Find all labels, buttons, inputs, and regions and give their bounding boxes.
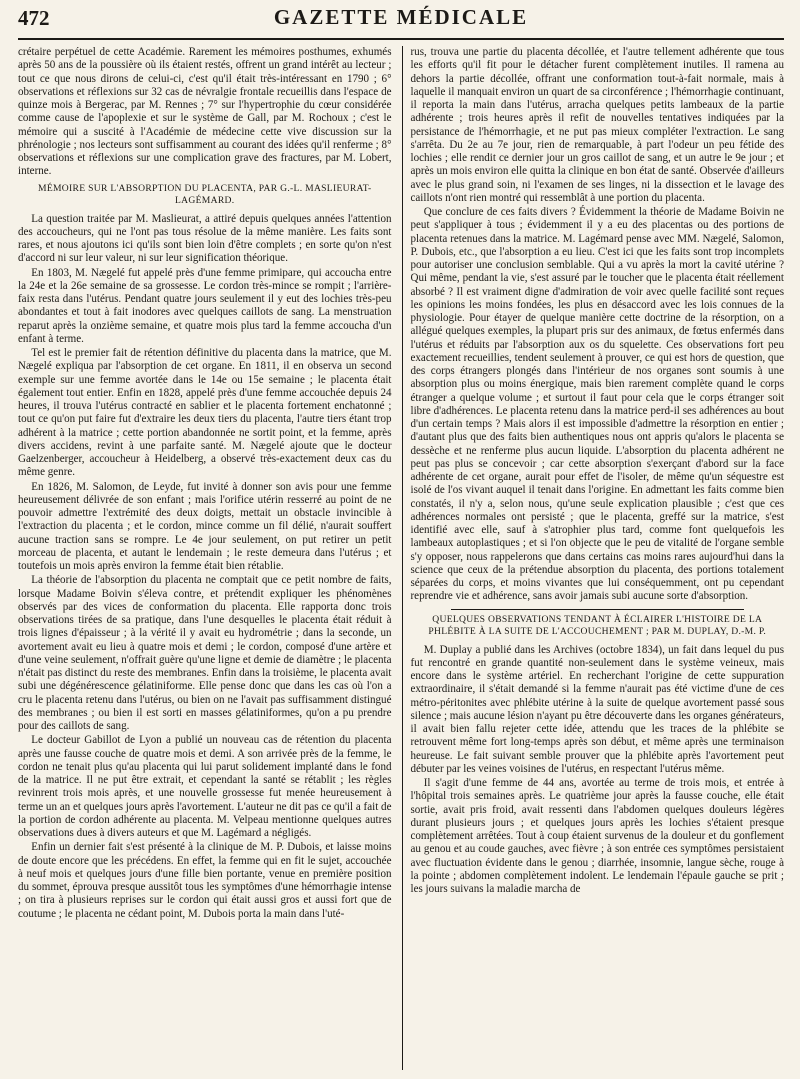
text-columns	[18, 46, 784, 1070]
paragraph: En 1803, M. Nægelé fut appelé près d'une femme primipare, qui accoucha entre la 24e et la 26e semaine de sa grossesse. Le cordon très-mince se rompit ; l'arrière-faix resta dans l'utérus. Pendant quatre jours seulement il y eut des lochies très-peu abondantes et tout à fait inodores avec quelques caillots de sang. La menstruation reparut après la onzième semaine, et quatre mois plus tard la femme accoucha d'un enfant à terme.	[18, 266, 392, 345]
page-header	[18, 0, 784, 40]
paragraph: M. Duplay a publié dans les Archives (octobre 1834), un fait dans lequel du pus fut rencontré en grande quantité non-seulement dans le système veineux, mais encore dans le système artériel. En recherchant l'origine de cette suppuration extraordinaire, il s'était demandé si la femme n'aurait pas été victime d'une de ces métro-péritonites avec phlébite utérine à la suite de quelque avortement passé sous silence ; mais aucune lésion n'ayant pu être découverte dans les organes générateurs, il avait bien fallu rejeter cette idée, attendu que les traces de la phlébite se retrouvent même fort long-temps après son début, et même après une terminaison heureuse. Le fait suivant semble prouver que la phlébite après l'avortement peut débuter par les veines voisines de l'utérus, en respectant l'utérus même.	[410, 643, 784, 775]
page-number: 472	[18, 6, 50, 30]
paragraph: rus, trouva une partie du placenta décollée, et l'autre tellement adhérente que tous les efforts qu'il fit pour le détacher furent complètement inutiles. Il ramena au dehors la partie décollée, offrant une conformation tout-à-fait normale, mais à laquelle il manquait environ un quart de sa circonférence ; l'hémorrhagie continuant, il reporta la main dans l'utérus, arracha quelques petits lambeaux de la partie adhérente ; trois heures après il refit de nouvelles tentatives indiquées par la persistance de l'hémorrhagie, et ne put pas mieux compléter l'extraction. Le sang s'arrêta. Du 2e au 7e jour, rien de remarquable, à part l'odeur un peu fétide des lochies ; elle rendit ce dernier jour un gros caillot de sang, et un autre le 9e jour ; et après un mois environ elle quitta la clinique en bon état de santé. Observée d'ailleurs avec le plus grand soin, ni l'examen de ses linges, ni la dissection et le lavage des caillots n'ont rien montré qui ressemblât à une portion du placenta.	[410, 46, 784, 204]
paragraph: crétaire perpétuel de cette Académie. Rarement les mémoires posthumes, exhumés après 50 ans de la poussière où ils étaient restés, offrent un grand intérêt au lecteur ; tout ce que nous dirons de celui-ci, c'est qu'il était très-intéressant en 1790 ; 6° observations et réflexions sur 32 cas de névralgie frontale recueillis dans l'espace de quinze mois à Bergerac, par M. Rennes ; 7° sur l'hypertrophie du cœur considérée comme cause de l'apoplexie et sur le système de Gall, par M. Rochoux ; c'est le mémoire qui a suscité à l'Académie de médecine cette vive discussion sur la phrénologie ; nos lecteurs sont suffisamment au courant des idées qu'il renferme ; 8° observations et réflexions sur une complication grave des fractures, par M. Lobert, interne.	[18, 46, 392, 178]
paragraph: La question traitée par M. Maslieurat, a attiré depuis quelques années l'attention des accoucheurs, qui ne l'ont pas tous résolue de la même manière. Les faits sont rares, et nous ajoutons ici qu'ils sont bien loin d'être complets ; en sorte qu'on n'est d'accord ni sur leur valeur, ni sur leur signification théorique.	[18, 212, 392, 265]
paragraph: Enfin un dernier fait s'est présenté à la clinique de M. P. Dubois, et laisse moins de doute encore que les précédens. En effet, la femme qui en fit le sujet, accouchée à neuf mois et quelques jours d'une fille bien portante, venue en première position du sommet, éprouva presque aussitôt tous les symptômes d'une hémorrhagie intense ; on tira à plusieurs reprises sur le cordon qui était aussi gros et aussi fort que de coutume ; le placenta ne cédant point, M. Dubois porta la main dans l'uté-	[18, 841, 392, 920]
paragraph: La théorie de l'absorption du placenta ne comptait que ce petit nombre de faits, lorsque Madame Boivin s'éleva contre, et prétendit expliquer les phénomènes observés par des vices de conformation du placenta. Elle rapporta donc trois observations tirées de sa pratique, dans l'une desquelles le placenta était réduit à trois lignes d'épaisseur ; à la vérité il y avait eu hydrométrie ; dans la seconde, un avortement avait eu lieu à quatre mois et demi ; le cordon, composé d'une artère et d'une veine seulement, n'offrait guère qu'une ligne et demie de diamètre ; le placenta n'était pas distinct du reste des membranes. Enfin dans la troisième, le placenta avait subi une dégénérescence gélatiniforme. Elle pense donc que dans les cas où l'on a cru le placenta retenu dans l'utérus, ou bien on ne l'avait pas suffisamment distingué des membranes ; ou bien il est sorti en masses gélatiniformes, qu'on a pu prendre pour des caillots de sang.	[18, 574, 392, 732]
paragraph: En 1826, M. Salomon, de Leyde, fut invité à donner son avis pour une femme heureusement délivrée de son enfant ; mais l'orifice utérin resserré au point de ne pouvoir admettre l'extrémité des deux doigts, mettait un obstacle invincible à l'extraction du placenta ; et le cordon, mince comme un fil délié, n'aurait souffert aucune traction sans se rompre. Le 4e jour seulement, on put retirer un petit morceau de placenta, et autant le lendemain ; le reste demeura dans l'utérus ; et toutefois un mois après environ la femme était bien rétablie.	[18, 480, 392, 572]
paragraph: Le docteur Gabillot de Lyon a publié un nouveau cas de rétention du placenta après une fausse couche de quatre mois et demi. A son arrivée près de la femme, le cordon ne tenait plus qu'au placenta qui lui parut solidement implanté dans le fond de la matrice. Il ne put être extrait, et cependant la santé se rétablit ; les règles revinrent trois mois après, et une nouvelle grossesse fut menée heureusement à terme un an et quelques jours après l'avortement. L'auteur ne dit pas ce qu'il a fait de la portion de cordon adhérente au placenta. M. Velpeau mentionne quelques autres observations dues à divers auteurs et que M. Lagémard a négligés.	[18, 734, 392, 839]
journal-title: GAZETTE MÉDICALE	[273, 5, 529, 29]
left-column	[18, 46, 392, 1070]
right-column	[402, 46, 785, 1070]
paragraph: Il s'agit d'une femme de 44 ans, avortée au terme de trois mois, et entrée à l'hôpital trois semaines après. Le quatrième jour après la fausse couche, elle était sortie, avait pris froid, avait ressenti dans l'abdomen quelques douleurs légères durant plusieurs jours ; et quelques jours après les lochies s'étaient presque complètement arrêtées. Tout à coup étaient survenus de la douleur et du gonflement au genou et au coude gauches, avec fièvre ; à son entrée ces symptômes persistaient avec fluctuation évidente dans le genou ; diarrhée, insomnie, langue sèche, rouge à la pointe ; abdomen complètement indolent. Le lendemain l'épaule gauche se prit ; les jours suivans la maladie marcha de	[410, 777, 784, 895]
paragraph: Que conclure de ces faits divers ? Évidemment la théorie de Madame Boivin ne peut s'appliquer à tous ; évidemment il y a eu des placentas ou des portions de placenta retenues dans la matrice. M. Lagémard pense avec MM. Nægelé, Salomon, P. Dubois, etc., que l'absorption a eu lieu. C'est ici que les faits sont trop incomplets pour autoriser une conclusion semblable. Qui a vu après la mort la cavité utérine ? Qui même, pendant la vie, s'est assuré par le toucher que le placenta était réellement absorbé ? Il est vraiment digne d'admiration de voir avec quelle facilité sont reçues les opinions les moins fondées, les plus en désaccord avec les lois connues de la physiologie. Pour étayer de quelque manière cette doctrine de la résorption, on a allégué quelques exemples, la plupart pris sur des animaux, de fœtus enfermés dans l'utérus et réduits par l'absorption aux os du squelette. Ces observations fort peu exactement recueillies, tendent seulement à prouver, ce qui est hors de question, que des corps étrangers plongés dans l'intérieur de nos organes sont soumis à une absorption plus ou moins énergique, mais bien rarement complète quand le corps étranger a quelque volume ; et surtout il faut pour cela que le corps étranger soit libre d'adhérences. Le placenta retenu dans la matrice perd-il ses adhérences au bout d'un certain temps ? Mais alors il est impossible d'admettre la résorption en entier ; d'autant plus que des faits bien authentiques nous ont appris qu'alors le placenta se dessèche et ne renferme plus aucun liquide. L'absorption du placenta adhérent ne peut pas plus se concevoir ; car cette absorption s'exerçant d'abord sur la face adhérente de cet organe, aurait pour effet de l'isoler, de même qu'un séquestre est isolé de l'os vivant auquel il tenait dans l'origine. En admettant les faits comme bien constatés, il n'y a, selon nous, qu'une seule explication plausible ; c'est que ces adhérences normales ont persisté ; que le placenta, greffé sur la matrice, s'est identifié avec elle, sauf à s'atrophier plus tard, comme font quelquefois les lambeaux autoplastiques ; et si l'on objecte que le peu de vitalité de l'organe semble s'y opposer, nous rappelerons que dans certains cas moins rares aujourd'hui dans la science que ceux de la prétendue absorption du placenta, des portions totalement séparées du corps, et moins vivantes que lui conséquemment, ont pu cependant reprendre vie et adhérence, sans avoir jamais subi aucune sorte d'absorption.	[410, 206, 784, 603]
paragraph: Tel est le premier fait de rétention définitive du placenta dans la matrice, que M. Nægelé expliqua par l'absorption de cet organe. En 1811, il en observa un second exemple sur une femme avortée dans le 14e ou 15e semaine ; le placenta était également tout entier. Enfin en 1828, appelé près d'une femme accouchée depuis 24 heures, il trouva l'utérus contracté en sablier et le placenta fortement enchatonné ; tout ce qu'on put faire fut d'extraire les deux tiers du placenta, l'autre tiers étant trop adhérent à la matrice ; cette portion abandonnée ne sortit point, et la femme, après divers accidens, revint à une parfaite santé. M. Nægelé ajoute que le docteur Gaelzenberger, accoucheur à Heidelberg, a observé très-exactement deux cas du même genre.	[18, 347, 392, 479]
section-divider	[451, 609, 745, 610]
article-heading: QUELQUES OBSERVATIONS TENDANT À ÉCLAIRER L'HISTOIRE DE LA PHLÉBITE À LA SUITE DE L'ACCOUCHEMENT ; PAR M. DUPLAY, D.-M. P.	[428, 613, 767, 637]
article-heading: MÉMOIRE SUR L'ABSORPTION DU PLACENTA, PAR G.-L. MASLIEURAT-LAGÉMARD.	[37, 182, 372, 206]
